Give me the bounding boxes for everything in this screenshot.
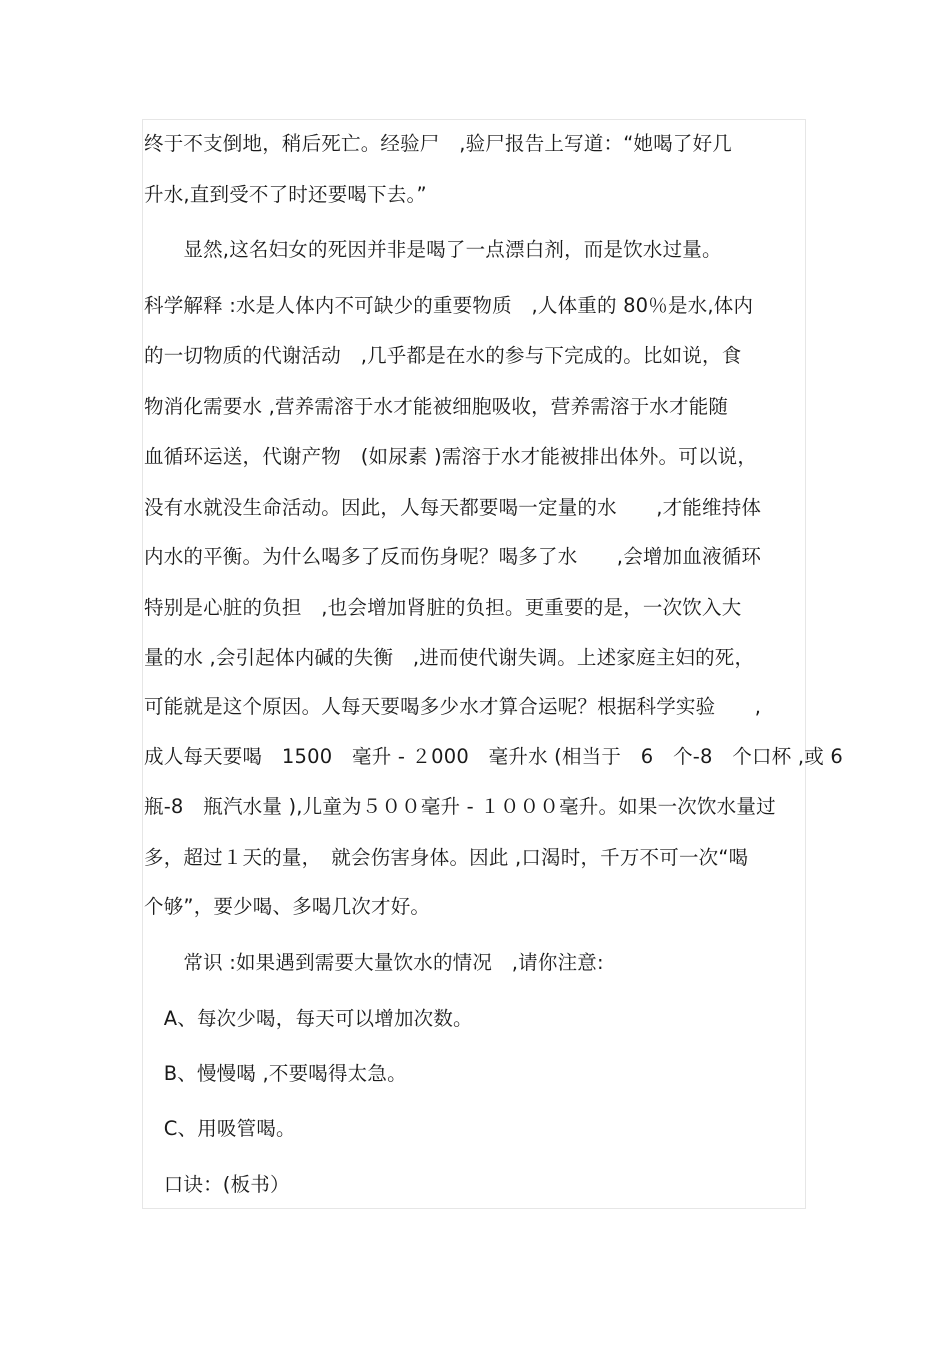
text-line: 的一切物质的代谢活动 ,几乎都是在水的参与下完成的。比如说，食 — [144, 344, 742, 367]
text-line: 显然,这名妇女的死因并非是喝了一点漂白剂，而是饮水过量。 — [144, 238, 722, 261]
text-line: 没有水就没生命活动。因此，人每天都要喝一定量的水 ,才能维持体 — [144, 496, 762, 519]
mnemonic-label: 口诀：(板书） — [144, 1173, 290, 1196]
text-line: 血循环运送，代谢产物 (如尿素 )需溶于水才能被排出体外。可以说， — [144, 445, 758, 468]
text-line: 瓶-8 瓶汽水量 ),儿童为５００毫升 - １０００毫升。如果一次饮水量过 — [144, 795, 776, 818]
text-line: 物消化需要水 ,营养需溶于水才能被细胞吸收，营养需溶于水才能随 — [144, 395, 729, 418]
text-line: 成人每天要喝 1500 毫升 - ２000 毫升水 (相当于 6 个-8 个口杯 ,或 6 — [144, 745, 843, 768]
text-line: 终于不支倒地，稍后死亡。经验尸 ,验尸报告上写道：“她喝了好几 — [144, 132, 733, 155]
text-line: 常识 :如果遇到需要大量饮水的情况 ,请你注意: — [144, 951, 604, 974]
text-line: 可能就是这个原因。人每天要喝多少水才算合运呢？根据科学实验 , — [144, 695, 762, 718]
text-line: 升水,直到受不了时还要喝下去。” — [144, 183, 427, 206]
text-line: 个够”，要少喝、多喝几次才好。 — [144, 895, 431, 918]
list-item-b: B、慢慢喝 ,不要喝得太急。 — [144, 1062, 407, 1085]
list-item-c: C、用吸管喝。 — [144, 1117, 296, 1140]
text-line: 量的水 ,会引起体内碱的失衡 ,进而使代谢失调。上述家庭主妇的死， — [144, 646, 755, 669]
text-line: 特别是心脏的负担 ,也会增加肾脏的负担。更重要的是，一次饮入大 — [144, 596, 742, 619]
text-line: 科学解释 :水是人体内不可缺少的重要物质 ,人体重的 80％是水,体内 — [144, 294, 754, 317]
list-item-a: A、每次少喝，每天可以增加次数。 — [144, 1007, 473, 1030]
text-line: 内水的平衡。为什么喝多了反而伤身呢？喝多了水 ,会增加血液循环 — [144, 545, 762, 568]
text-line: 多，超过１天的量， 就会伤害身体。因此 ,口渴时，千万不可一次“喝 — [144, 846, 749, 869]
